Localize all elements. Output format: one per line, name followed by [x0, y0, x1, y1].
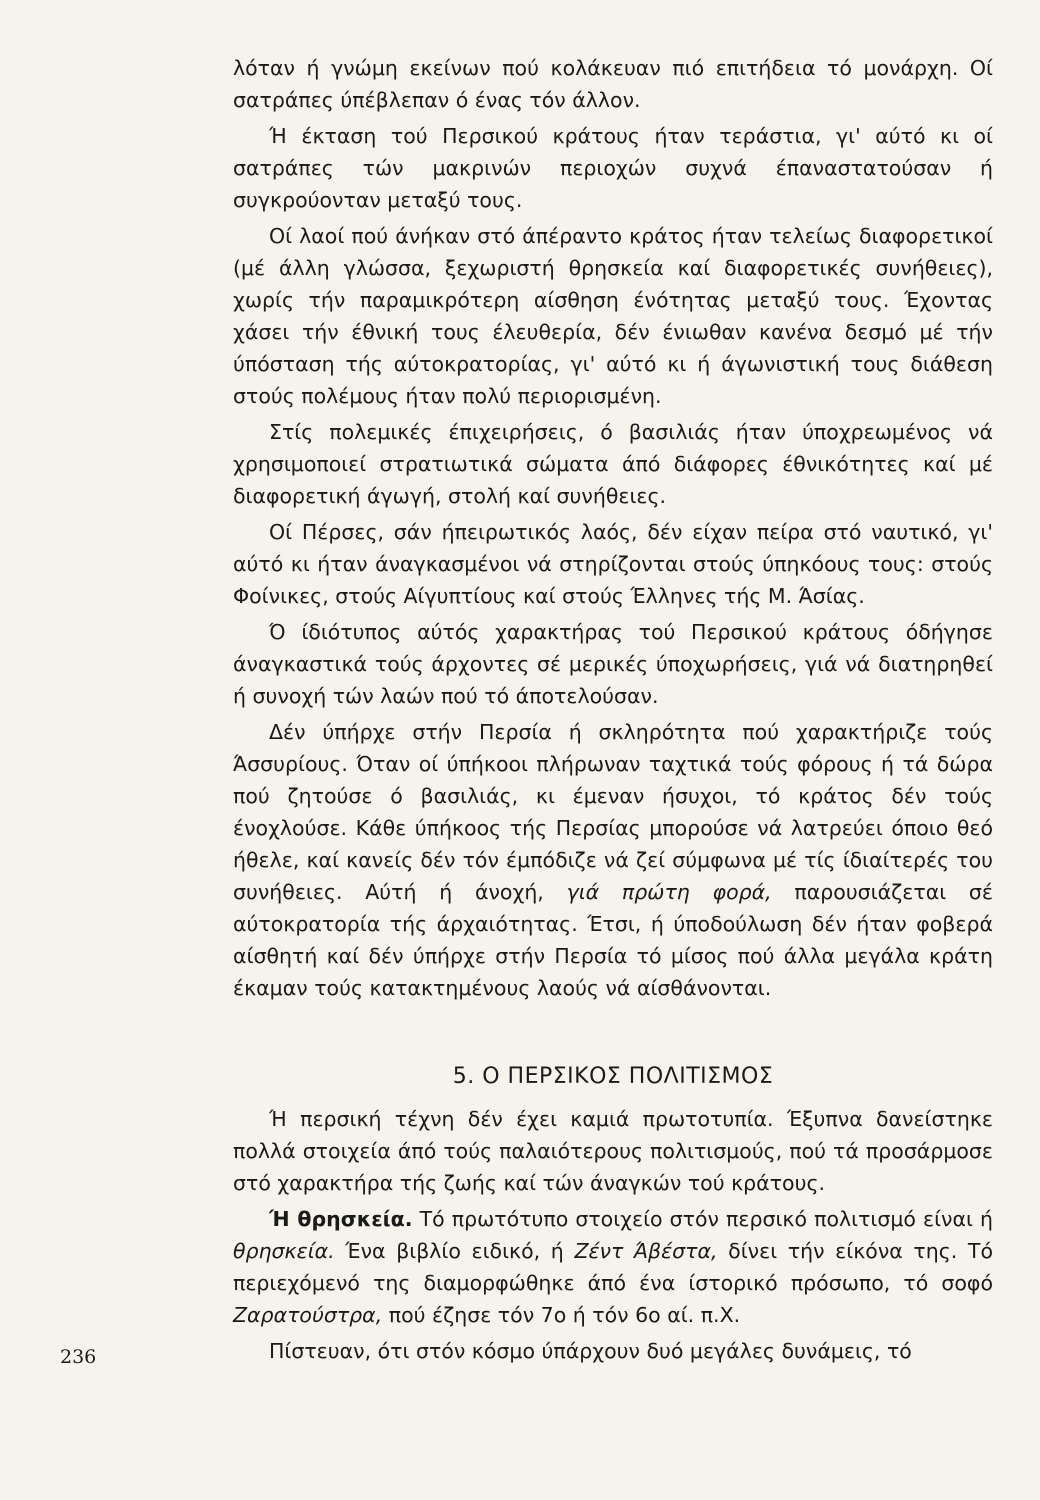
page-text — [233, 52, 993, 1367]
tolerance-italic: γιά πρώτη φορά, — [566, 880, 772, 904]
religion-heading: Ή θρησκεία. — [269, 1207, 413, 1231]
religion-italic-1: θρησκεία. — [233, 1239, 335, 1263]
paragraph-peoples: Οί λαοί πού άνήκαν στό άπέραντο κράτος ήταν τελείως διαφορετικοί (μέ άλλη γλώσσα, ξεχωριστή θρησκεία καί διαφορετικές συνήθειες), χωρίς τήν παραμικρότερη αίσθηση ένότητας μεταξύ τους. Έχοντας χάσει τήν έθνική τους έλευθερία, δέν ένιωθαν κανένα δεσμό μέ τήν ύπόσταση τής αύτοκρατορίας, γι' αύτό κι ή άγωνιστική τους διάθεση στούς πολέμους ήταν πολύ περιορισμένη. — [233, 224, 993, 408]
religion-italic-2: Ζέντ Άβέστα, — [574, 1239, 718, 1263]
paragraph-navy: Οί Πέρσες, σάν ήπειρωτικός λαός, δέν είχαν πείρα στό ναυτικό, γι' αύτό κι ήταν άναγκασμένοι νά στηρίζονται στούς ύπηκόους τους: στούς Φοίνικες, στούς Αίγυπτίους καί στούς Έλληνες τής Μ. Άσίας. — [233, 520, 993, 608]
paragraph-continuation: λόταν ή γνώμη εκείνων πού κολάκευαν πιό επιτήδεια τό μονάρχη. Οί σατράπες ύπέβλεπαν ό ένας τόν άλλον. — [233, 56, 993, 112]
paragraph-empire-size: Ή έκταση τού Περσικού κράτους ήταν τεράστια, γι' αύτό κι οί σατράπες τών μακρινών περιοχών συχνά έπαναστατούσαν ή συγκρούονταν μεταξύ τους. — [233, 124, 993, 212]
religion-text-2: Ένα βιβλίο ειδικό, ή — [334, 1239, 575, 1263]
paragraph-tolerance — [233, 716, 993, 1004]
religion-text-4: πού έζησε τόν 7ο ή τόν 6ο αί. π.Χ. — [382, 1303, 741, 1327]
tolerance-text-1: Δέν ύπήρχε στήν Περσία ή σκληρότητα πού χαρακτήριζε τούς Άσσυρίους. Όταν οί ύπήκοοι πλήρωναν ταχτικά τούς φόρους ή τά δώρα πού ζητούσε ό βασιλιάς, κι έμεναν ήσυχοι, τό κράτος δέν τούς ένοχλούσε. Κάθε ύπήκοος τής Περσίας μπορούσε νά λατρεύει όποιο θεό ήθελε, καί κανείς δέν τόν έμπόδιζε νά ζεί σύμφωνα μέ τίς ίδιαίτερές του συνήθειες. Αύτή ή άνοχή, — [233, 720, 993, 904]
section-heading: 5. Ο ΠΕΡΣΙΚΟΣ ΠΟΛΙΤΙΣΜΟΣ — [452, 1064, 774, 1089]
paragraph-military: Στίς πολεμικές έπιχειρήσεις, ό βασιλιάς ήταν ύποχρεωμένος νά χρησιμοποιεί στρατιωτικά σώματα άπό διάφορες έθνικότητες καί μέ διαφορετική άγωγή, στολή καί συνήθειες. — [233, 420, 993, 508]
tolerance-text-2: παρουσιάζεται σέ αύτοκρατορία τής άρχαιότητας. Έτσι, ή ύποδούλωση δέν ήταν φοβερά αίσθητή καί δέν ύπήρχε στήν Περσία τό μίσος πού άλλα μεγάλα κράτη έκαμαν τούς κατακτημένους λαούς νά αίσθάνονται. — [233, 880, 993, 1000]
paragraph-beliefs: Πίστευαν, ότι στόν κόσμο ύπάρχουν δυό μεγάλες δυνάμεις, τό — [269, 1339, 912, 1363]
page-number: 236 — [60, 1346, 97, 1368]
religion-text-1: Τό πρωτότυπο στοιχείο στόν περσικό πολιτισμό είναι ή — [412, 1207, 993, 1231]
paragraph-art: Ή περσική τέχνη δέν έχει καμιά πρωτοτυπία. Έξυπνα δανείστηκε πολλά στοιχεία άπό τούς παλαιότερους πολιτισμούς, πού τά προσάρμοσε στό χαρακτήρα τής ζωής καί τών άναγκών τού κράτους. — [233, 1107, 993, 1195]
paragraph-religion — [233, 1203, 993, 1331]
religion-italic-3: Ζαρατούστρα, — [233, 1303, 383, 1327]
paragraph-concessions: Ό ίδιότυπος αύτός χαρακτήρας τού Περσικού κράτους όδήγησε άναγκαστικά τούς άρχοντες σέ μερικές ύποχωρήσεις, γιά νά διατηρηθεί ή συνοχή τών λαών πού τό άποτελούσαν. — [233, 620, 993, 708]
religion-text-3: δίνει τήν είκόνα της. Τό περιεχόμενό της διαμορφώθηκε άπό ένα ίστορικό πρόσωπο, τό σοφό — [233, 1239, 993, 1295]
